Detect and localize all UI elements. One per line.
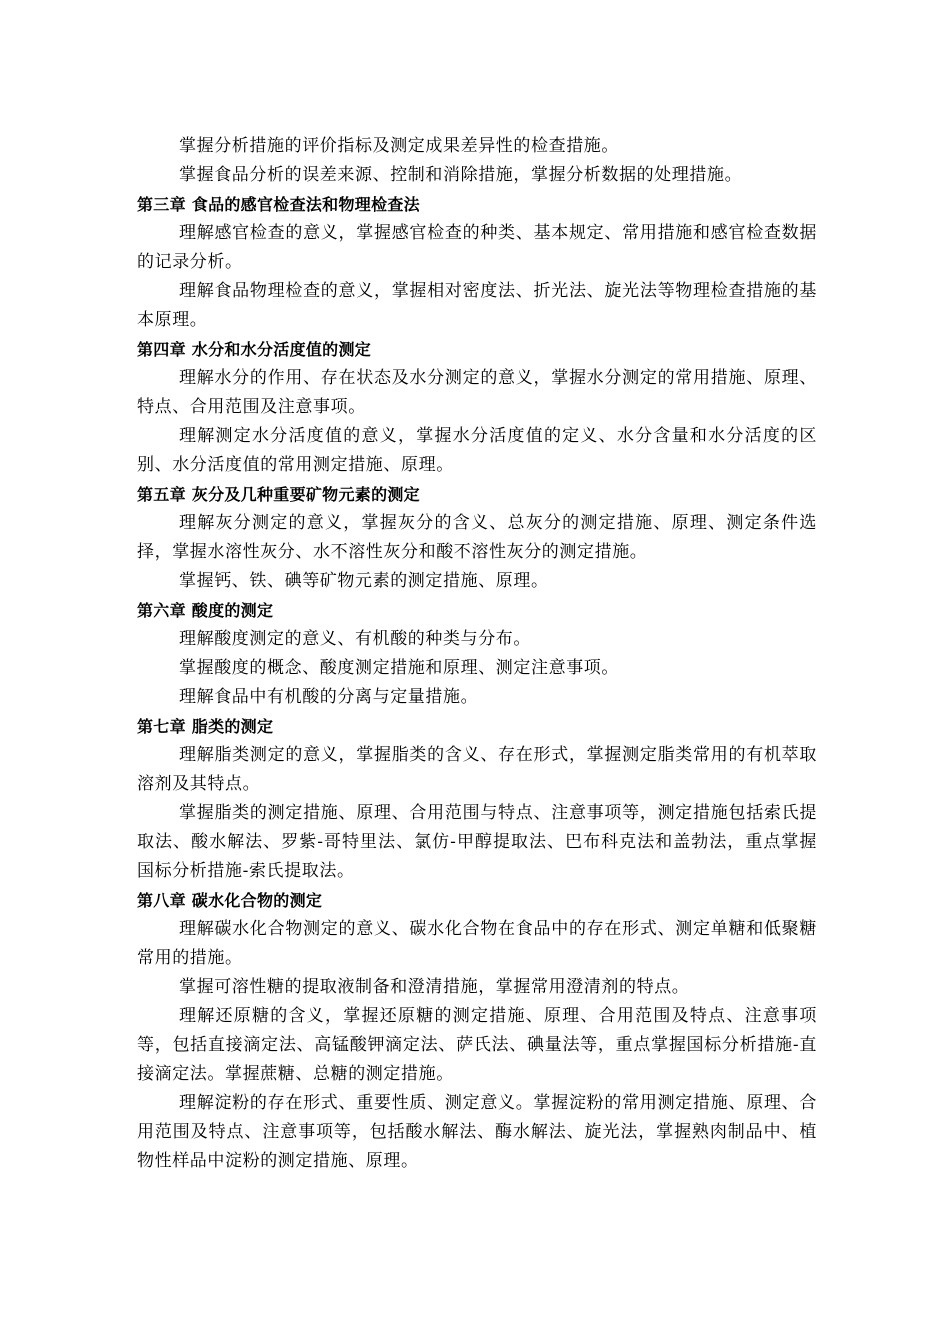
chapter-8-paragraph: 理解淀粉的存在形式、重要性质、测定意义。掌握淀粉的常用测定措施、原理、合用范围及特点、注意事项等，包括酸水解法、酶水解法、旋光法，掌握熟肉制品中、植物性样品中淀粉的测定措施、原理。: [137, 1093, 817, 1171]
chapter-4: [137, 335, 817, 480]
chapter-3-paragraph: 理解感官检查的意义，掌握感官检查的种类、基本规定、常用措施和感官检查数据的记录分析。: [137, 223, 817, 272]
chapter-8-title: 第八章 碳水化合物的测定: [137, 891, 323, 910]
chapter-3-title: 第三章 食品的感官检查法和物理检查法: [137, 195, 420, 214]
chapter-5-paragraph: 掌握钙、铁、碘等矿物元素的测定措施、原理。: [179, 571, 549, 591]
chapter-7-paragraph: 理解脂类测定的意义，掌握脂类的含义、存在形式，掌握测定脂类常用的有机萃取溶剂及其特点。: [137, 745, 817, 794]
intro-paragraph-2: 掌握食品分析的误差来源、控制和消除措施，掌握分析数据的处理措施。: [179, 165, 743, 185]
chapter-8-paragraph: 理解碳水化合物测定的意义、碳水化合物在食品中的存在形式、测定单糖和低聚糖常用的措施。: [137, 919, 817, 968]
chapter-7-title: 第七章 脂类的测定: [137, 717, 274, 736]
chapter-8-paragraph: 掌握可溶性糖的提取液制备和澄清措施，掌握常用澄清剂的特点。: [179, 977, 690, 997]
chapter-3: [137, 190, 817, 335]
chapter-4-paragraph: 理解测定水分活度值的意义，掌握水分活度值的定义、水分含量和水分活度的区别、水分活度值的常用测定措施、原理。: [137, 426, 817, 475]
chapter-6: [137, 596, 817, 712]
chapter-8: [137, 886, 817, 1176]
chapter-8-paragraph: 理解还原糖的含义，掌握还原糖的测定措施、原理、合用范围及特点、注意事项等，包括直接滴定法、高锰酸钾滴定法、萨氏法、碘量法等，重点掌握国标分析措施-直接滴定法。掌握蔗糖、总糖的测定措施。: [137, 1006, 817, 1084]
chapter-7: [137, 712, 817, 886]
chapter-5-paragraph: 理解灰分测定的意义，掌握灰分的含义、总灰分的测定措施、原理、测定条件选择，掌握水溶性灰分、水不溶性灰分和酸不溶性灰分的测定措施。: [137, 513, 817, 562]
chapter-6-paragraph: 理解食品中有机酸的分离与定量措施。: [179, 687, 479, 707]
chapter-6-paragraph: 理解酸度测定的意义、有机酸的种类与分布。: [179, 629, 531, 649]
chapter-3-paragraph: 理解食品物理检查的意义，掌握相对密度法、折光法、旋光法等物理检查措施的基本原理。: [137, 281, 817, 330]
chapter-5: [137, 480, 817, 596]
chapter-7-paragraph: 掌握脂类的测定措施、原理、合用范围与特点、注意事项等，测定措施包括索氏提取法、酸水解法、罗紫-哥特里法、氯仿-甲醇提取法、巴布科克法和盖勃法，重点掌握国标分析措施-索氏提取法。: [137, 803, 817, 881]
chapter-6-title: 第六章 酸度的测定: [137, 601, 274, 620]
intro-paragraph-1: 掌握分析措施的评价指标及测定成果差异性的检查措施。: [179, 136, 619, 156]
chapter-5-title: 第五章 灰分及几种重要矿物元素的测定: [137, 485, 420, 504]
chapter-4-title: 第四章 水分和水分活度值的测定: [137, 340, 372, 359]
chapter-6-paragraph: 掌握酸度的概念、酸度测定措施和原理、测定注意事项。: [179, 658, 619, 678]
document-body: [137, 132, 817, 1176]
chapter-4-paragraph: 理解水分的作用、存在状态及水分测定的意义，掌握水分测定的常用措施、原理、特点、合用范围及注意事项。: [137, 368, 817, 417]
